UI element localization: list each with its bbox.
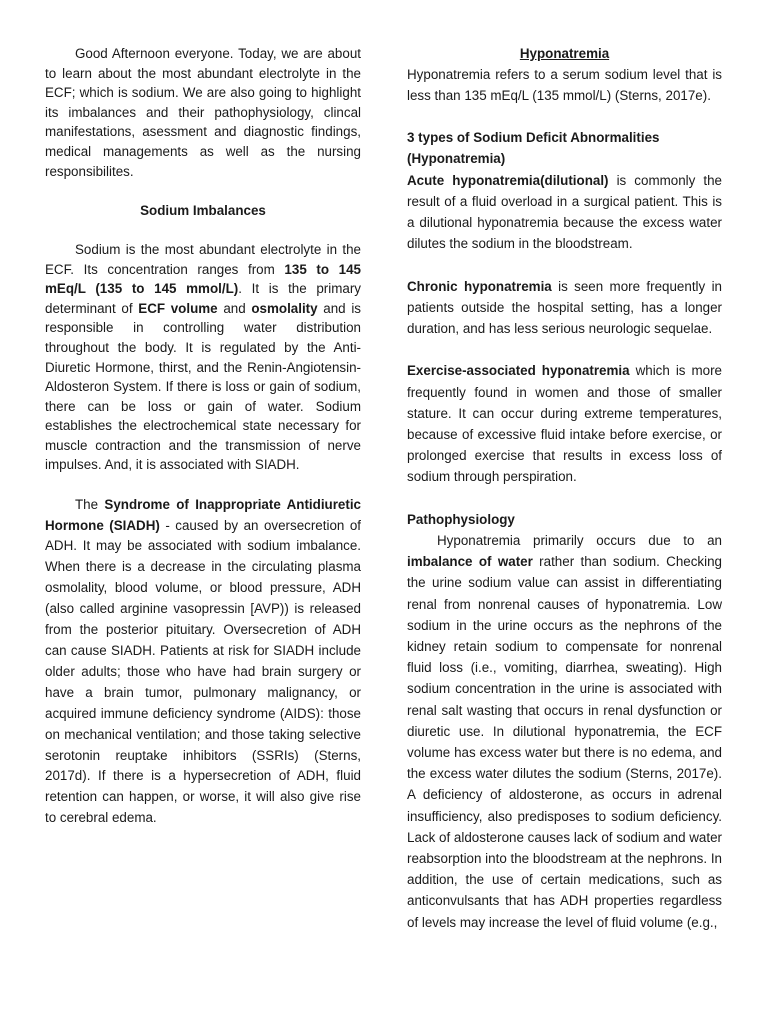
siadh-paragraph: The Syndrome of Inappropriate Antidiuretic Hormone (SIADH) - caused by an oversecretion of ADH. It may be associated with sodium imbalance. When there is a decrease in the circulating plasma osmolality, blood volume, or blood pressure, ADH (also called arginine vasopressin [AVP)) is released from the posterior pituitary. Oversecretion of ADH can cause SIADH. Patients at risk for SIADH include older adults; those who have had brain surgery or have a brain tumor, pulmonary malignancy, or acquired immune deficiency syndrome (AIDS): those on mechanical ventilation; and those taking selective serotonin reuptake inhibitors (SSRIs) (Sterns, 2017d). If there is a hypersecretion of ADH, fluid retention can happen, or worse, it will also give rise to cerebral edema. xyxy=(45,496,362,826)
sodium-paragraph: Sodium is the most abundant electrolyte in the ECF. Its concentration ranges from 135 to 145 mEq/L (135 to 145 mmol/L). It is the primary determinant of ECF volume and osmolality and is responsible in controlling water distribution throughout the body. It is regulated by the Anti-Diuretic Hormone, thirst, and the Renin-Angiotensin-Aldosteron System. If there is loss or gain of sodium, there can be loss or gain of water. Sodium establishes the electrochemical state necessary for muscle contraction and the transmission of nerve impulses. And, it is associated with SIADH. xyxy=(45,241,362,473)
left-column xyxy=(45,44,361,829)
exercise-hyponatremia-paragraph: Exercise-associated hyponatremia which is more frequently found in women and those of smaller stature. It can occur during extreme temperatures, because of excessive fluid intake before exercise, or prolonged exercise that results in excess loss of sodium through perspiration. xyxy=(407,363,723,485)
sodium-imbalances-heading: Sodium Imbalances xyxy=(140,202,266,218)
hyponatremia-heading: Hyponatremia xyxy=(519,46,610,61)
pathophysiology-paragraph: Hyponatremia primarily occurs due to an imbalance of water rather than sodium. Checking the urine sodium value can assist in differentiating renal from nonrenal causes of hyponatremia. Low sodium in the urine occurs as the nephrons of the kidney retain sodium to compensate for nonrenal fluid loss (i.e., vomiting, diarrhea, sweating). High sodium concentration in the urine is associated with renal salt wasting that occurs in renal dysfunction or diuretic use. In dilutional hyponatremia, the ECF volume has excess water but there is no edema, and the excess water dilutes the sodium (Sterns, 2017e). A deficiency of aldosterone, as occurs in adrenal insufficiency, also predisposes to sodium deficiency. Lack of aldosterone causes lack of sodium and water reabsorption into the bloodstream at the nephrons. In addition, the use of certain medications, such as anticonvulsants that has ADH properties regardless of levels may increase the level of fluid volume (e.g., xyxy=(407,533,722,930)
right-column xyxy=(407,44,722,933)
hyponatremia-definition: Hyponatremia refers to a serum sodium level that is less than 135 mEq/L (135 mmol/L) (Sterns, 2017e). xyxy=(407,66,722,103)
types-heading: 3 types of Sodium Deficit Abnormalities (Hyponatremia) xyxy=(407,130,660,167)
intro-paragraph: Good Afternoon everyone. Today, we are about to learn about the most abundant electrolyte in the ECF; which is sodium. We are also going to highlight its imbalances and their pathophysiology, clincal manifestations, asessment and diagnostic findings, medical managements as well as the nursing responsibilites. xyxy=(45,46,361,179)
acute-hyponatremia-paragraph: Acute hyponatremia(dilutional) is commonly the result of a fluid overload in a surgical patient. This is a dilutional hyponatremia because the excess water dilutes the sodium in the bloodstream. xyxy=(407,172,722,252)
pathophysiology-heading: Pathophysiology xyxy=(407,511,515,527)
chronic-hyponatremia-paragraph: Chronic hyponatremia is seen more frequently in patients outside the hospital setting, has a longer duration, and has less serious neurologic sequelae. xyxy=(407,278,723,336)
